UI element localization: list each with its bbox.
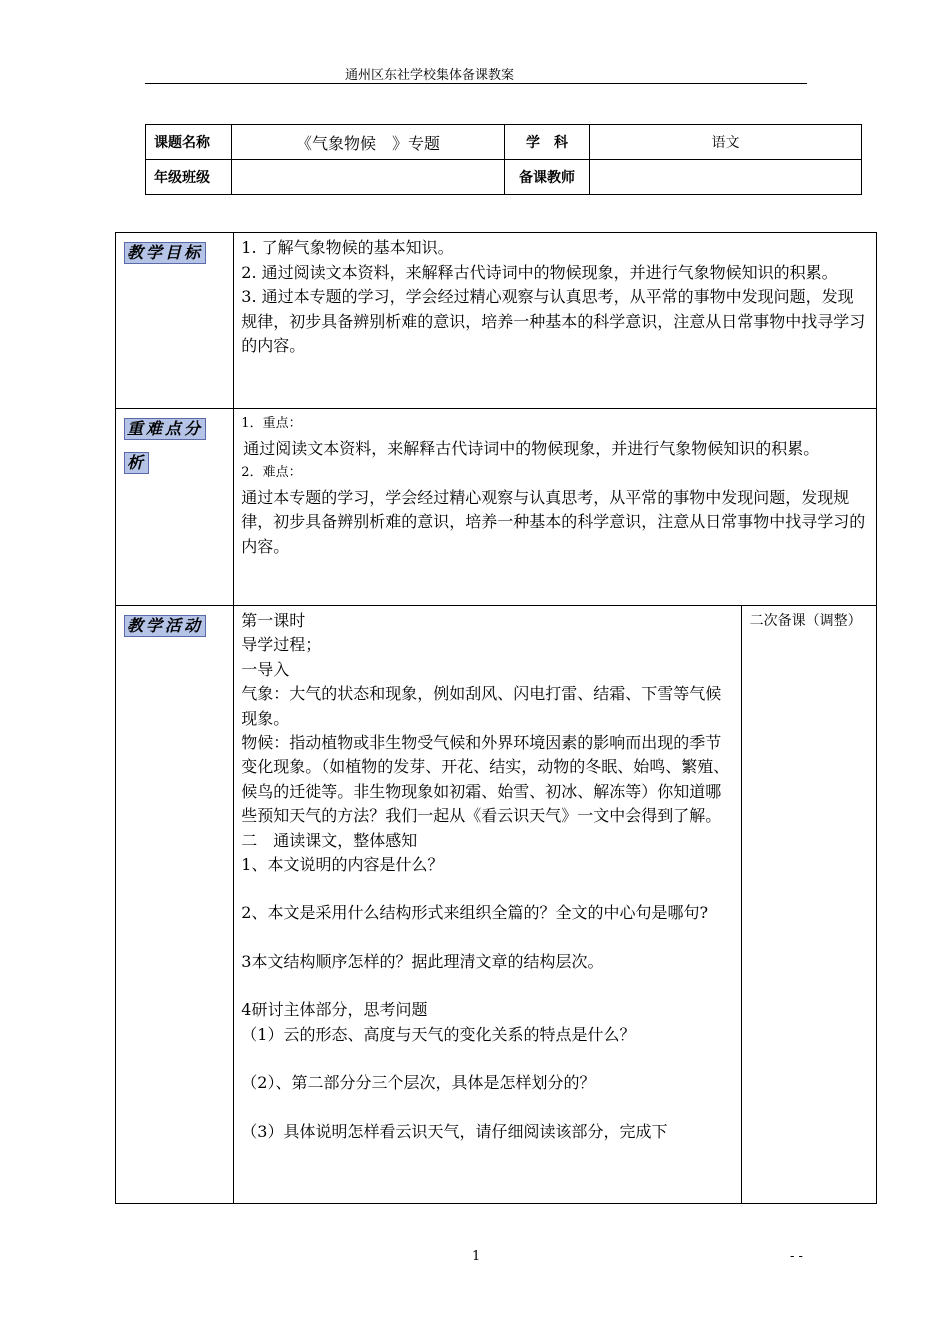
key-points-content <box>234 409 877 606</box>
activity-line: 1、本文说明的内容是什么？ <box>241 855 444 875</box>
activity-blank <box>241 877 732 901</box>
key-points-tag-cont: 析 <box>124 452 149 474</box>
activity-line: 一导入 <box>241 659 290 679</box>
subject-value: 语文 <box>590 125 862 160</box>
activity-blank <box>241 926 732 950</box>
objective-line: 1. 了解气象物候的基本知识。 <box>241 238 454 257</box>
objectives-label-cell <box>116 233 234 409</box>
page-number: 1 <box>472 1249 481 1264</box>
focus-title: 1．重点： <box>241 416 302 431</box>
topic-value: 《气象物候 》专题 <box>232 125 505 160</box>
activity-line: （1）云的形态、高度与天气的变化关系的特点是什么？ <box>241 1024 636 1044</box>
activity-line: 第一课时 <box>241 611 306 630</box>
key-points-label-cell <box>116 409 234 606</box>
info-table <box>145 124 862 195</box>
activity-line: （3）具体说明怎样看云识天气，请仔细阅读该部分，完成下 <box>241 1121 668 1141</box>
school-title: 通州区东社学校集体备课教案 <box>345 68 515 83</box>
subject-label: 学 科 <box>505 125 590 160</box>
difficulty-title: 2．难点： <box>241 465 302 480</box>
grade-label: 年级班级 <box>146 160 232 195</box>
activity-line: 导学过程； <box>241 635 322 655</box>
key-points-tag: 重难点分 <box>124 418 206 440</box>
activities-content <box>234 606 741 1204</box>
focus-text: 通过阅读文本资料，来解释古代诗词中的物候现象，并进行气象物候知识的积累。 <box>243 438 820 458</box>
activity-line: （2）、第二部分分三个层次，具体是怎样划分的？ <box>241 1073 596 1093</box>
activity-line: 2、本文是采用什么结构形式来组织全篇的？全文的中心句是哪句? <box>241 903 709 923</box>
activity-line: 4研讨主体部分，思考问题 <box>241 1000 428 1020</box>
revision-column: 二次备课（调整） <box>741 606 876 1204</box>
lesson-plan-table <box>115 232 877 1204</box>
activity-line: 3本文结构顺序怎样的？据此理清文章的结构层次。 <box>241 951 604 971</box>
objectives-tag: 教学目标 <box>124 242 206 264</box>
activity-blank <box>241 974 732 998</box>
activity-blank <box>241 1096 732 1120</box>
difficulty-text: 通过本专题的学习，学会经过精心观察与认真思考，从平常的事物中发现问题，发现规律，初步具备辨别析难的意识，培养一种基本的科学意识，注意从日常事物中找寻学习的内容。 <box>241 487 866 556</box>
grade-value <box>232 160 505 195</box>
page-header <box>145 64 807 84</box>
activity-line: 二 通读课文，整体感知 <box>241 830 418 850</box>
activity-line: 物候：指动植物或非生物受气候和外界环境因素的影响而出现的季节变化现象。（如植物的发芽、开花、结实，动物的冬眠、始鸣、繁殖、候鸟的迁徙等。非生物现象如初霜、始雪、初冰、解冻等）你知道哪些预知天气的方法？我们一起从《看云识天气》一文中会得到了解。 <box>241 733 730 826</box>
activities-label-cell <box>116 606 234 1204</box>
teacher-value <box>590 160 862 195</box>
teacher-label: 备课教师 <box>505 160 590 195</box>
activity-blank <box>241 1047 732 1071</box>
topic-label: 课题名称 <box>146 125 232 160</box>
objective-line: 2. 通过阅读文本资料，来解释古代诗词中的物候现象，并进行气象物候知识的积累。 <box>241 262 838 282</box>
activity-line: 气象：大气的状态和现象，例如刮风、闪电打雷、结霜、下雪等气候现象。 <box>241 684 722 728</box>
footer-mark: - - <box>790 1249 803 1264</box>
header-rule <box>145 83 807 84</box>
objectives-content <box>234 233 877 409</box>
objective-line: 3. 通过本专题的学习，学会经过精心观察与认真思考，从平常的事物中发现问题，发现规律，初步具备辨别析难的意识，培养一种基本的科学意识，注意从日常事物中找寻学习的内容。 <box>241 287 866 355</box>
activities-tag: 教学活动 <box>124 615 206 637</box>
